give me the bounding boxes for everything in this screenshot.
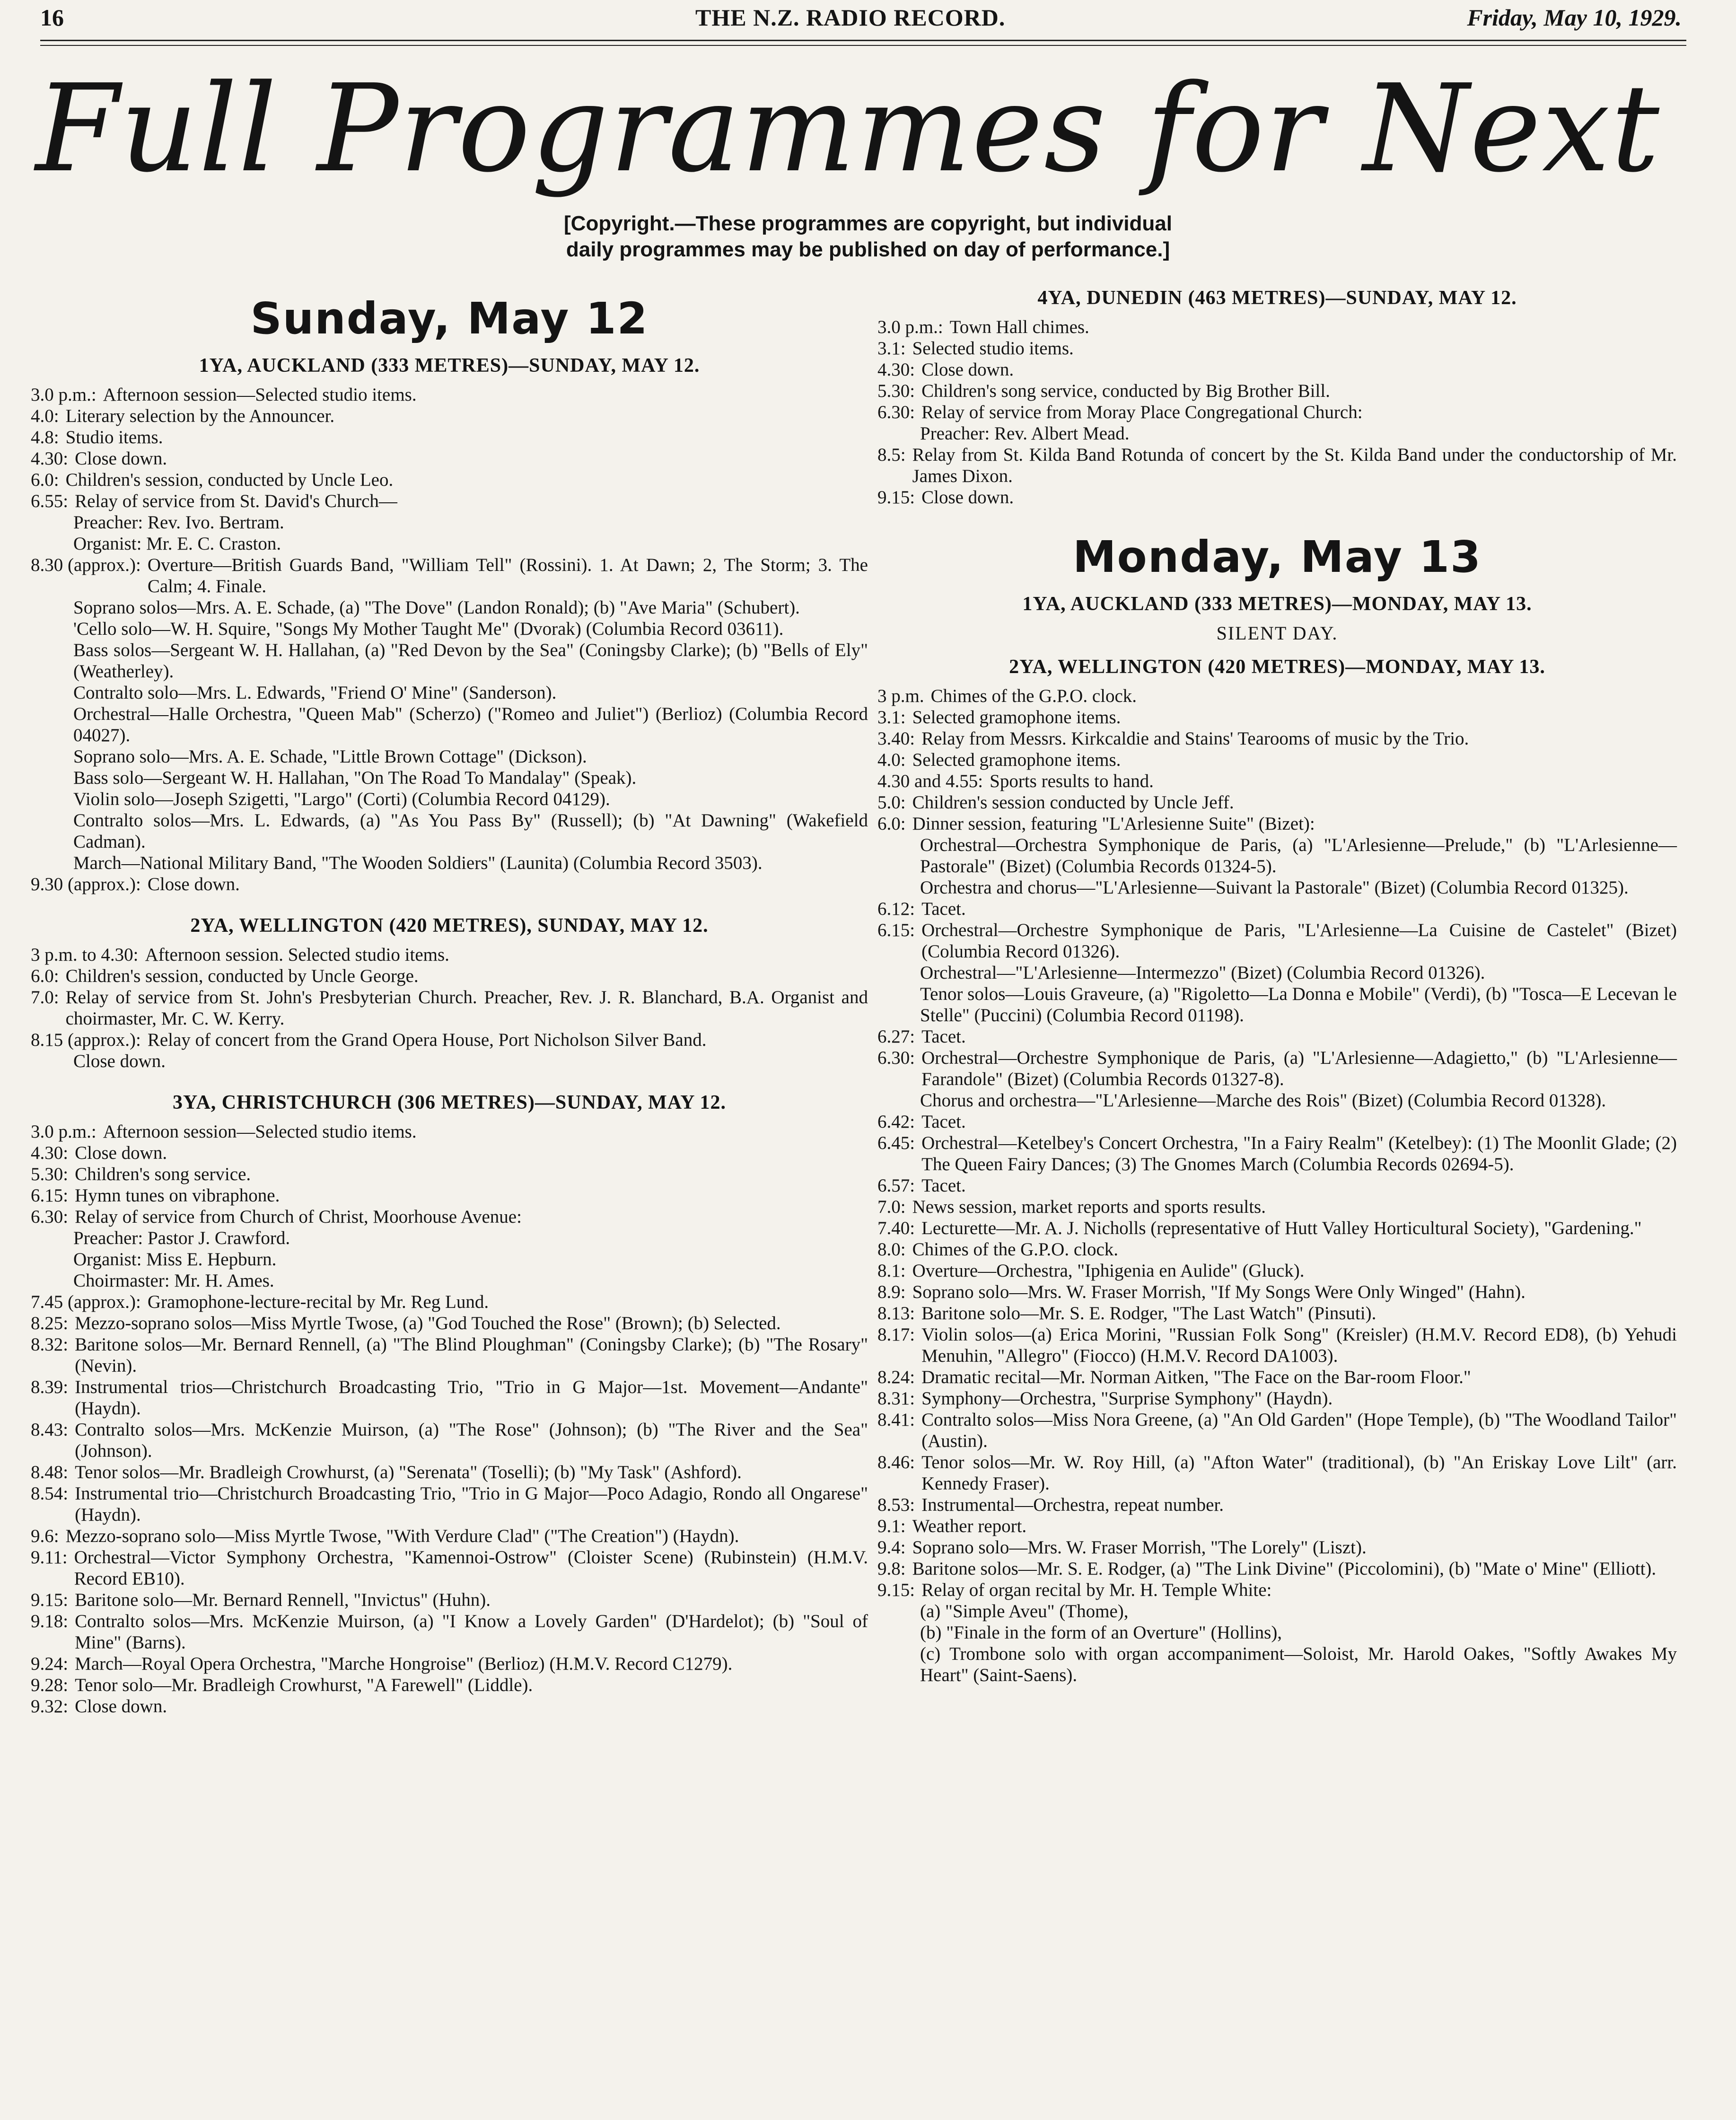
item-description: News session, market reports and sports results. [912,1197,1266,1217]
item-description: Soprano solo—Mrs. A. E. Schade, "Little Brown Cottage" (Dickson). [73,746,587,767]
item-description: Chimes of the G.P.O. clock. [930,686,1137,706]
item-time: 4.30: [31,448,69,469]
programme-item [31,1051,868,1072]
programme-item [31,1696,868,1717]
item-description: Afternoon session—Selected studio items. [103,385,417,405]
item-description: Studio items. [65,427,163,447]
item-description: Bass solos—Sergeant W. H. Hallahan, (a) "Red Devon by the Sea" (Coningsby Clarke); (b) "Bells of Ely" (Weatherley). [73,640,868,682]
item-time: 9.6: [31,1526,59,1546]
item-time: 7.40: [877,1218,915,1238]
item-time: 5.30: [31,1164,69,1184]
programme-item [31,1653,868,1674]
item-time: 8.17: [877,1324,915,1345]
item-time: 6.15: [877,920,915,940]
item-description: Tacet. [921,899,966,919]
item-time: 6.55: [31,491,69,511]
item-description: Relay of concert from the Grand Opera House, Port Nicholson Silver Band. [147,1030,707,1050]
item-description: Orchestra and chorus—"L'Arlesienne—Suivant la Pastorale" (Bizet) (Columbia Record 01325). [920,877,1629,898]
programme-item [877,920,1677,962]
item-description: Selected studio items. [912,338,1074,359]
programme-item [31,746,868,767]
programme-item [877,338,1677,359]
item-description: Lecturette—Mr. A. J. Nicholls (representative of Hutt Valley Horticultural Society), "Gardening." [921,1218,1642,1238]
programme-item [31,427,868,448]
day-heading-sunday: Sunday, May 12 [250,293,649,344]
item-description: Contralto solos—Mrs. McKenzie Muirson, (a) "The Rose" (Johnson); (b) "The River and the Sea" (Johnson). [75,1419,868,1461]
item-description: Orchestral—Orchestra Symphonique de Paris, (a) "L'Arlesienne—Prelude," (b) "L'Arlesienne—Pastorale" (Bizet) (Columbia Records 01324-5). [920,835,1677,876]
item-description: Dinner session, featuring "L'Arlesienne Suite" (Bizet): [912,814,1315,834]
programme-list [877,685,1677,1686]
item-time: 3 p.m. to 4.30: [31,945,139,965]
item-time: 8.53: [877,1495,915,1515]
programme-item [31,1164,868,1185]
programme-item [877,983,1677,1026]
programme-item [877,771,1677,792]
programme-list [31,1121,868,1717]
station-title: 3YA, CHRISTCHURCH (306 METRES)—SUNDAY, MAY 12. [172,1092,727,1113]
programme-item [877,898,1677,920]
item-description: Hymn tunes on vibraphone. [75,1185,280,1206]
item-time: 9.32: [31,1696,69,1717]
programme-item [31,1376,868,1419]
item-description: Relay from St. Kilda Band Rotunda of concert by the St. Kilda Band under the conductorship of Mr. James Dixon. [912,445,1677,486]
item-description: Relay of service from Moray Place Congregational Church: [921,402,1363,422]
item-time: 8.48: [31,1462,69,1482]
item-description: Gramophone-lecture-recital by Mr. Reg Lund. [147,1292,489,1312]
item-description: Town Hall chimes. [949,317,1089,337]
copyright-notice [0,210,1736,263]
station-title: 4YA, DUNEDIN (463 METRES)—SUNDAY, MAY 12. [1037,287,1517,309]
item-description: Children's session, conducted by Uncle George. [65,966,419,986]
item-time: 8.13: [877,1303,915,1323]
item-description: Contralto solos—Mrs. McKenzie Muirson, (a) "I Know a Lovely Garden" (D'Hardelot); (b) "Soul of Mine" (Barns). [75,1611,868,1653]
programme-item [31,1547,868,1589]
item-description: Choirmaster: Mr. H. Ames. [73,1270,274,1291]
item-description: Dramatic recital—Mr. Norman Aitken, "The Face on the Bar-room Floor." [921,1367,1471,1387]
item-description: (c) Trombone solo with organ accompaniment—Soloist, Mr. Harold Oakes, "Softly Awakes My Heart" (Saint-Saens). [920,1644,1677,1685]
item-time: 6.15: [31,1185,69,1206]
item-time: 9.4: [877,1537,906,1558]
item-time: 9.15: [31,1590,69,1610]
item-description: Tacet. [921,1112,966,1132]
programme-item [31,512,868,533]
item-time: 8.25: [31,1313,69,1333]
programme-item [31,1483,868,1525]
programme-item [31,767,868,788]
item-time: 8.9: [877,1282,906,1302]
item-time: 8.24: [877,1367,915,1387]
programme-item [877,444,1677,487]
item-description: Selected gramophone items. [912,707,1121,727]
item-description: Relay of service from St. David's Church— [75,491,397,511]
item-description: Soprano solo—Mrs. W. Fraser Morrish, "The Lorely" (Liszt). [912,1537,1367,1558]
station-title: 1YA, AUCKLAND (333 METRES)—SUNDAY, MAY 12. [199,355,700,377]
programme-item [31,1334,868,1376]
item-description: (b) "Finale in the form of an Overture" (Hollins), [920,1622,1282,1643]
item-description: Orchestral—Ketelbey's Concert Orchestra, "In a Fairy Realm" (Ketelbey): (1) The Moonlit Glade; (2) The Queen Fairy Dances; (3) The Gnomes March (Columbia Records 02694-5). [921,1133,1677,1174]
programme-item [877,1196,1677,1218]
programme-item [877,685,1677,707]
item-time: 7.45 (approx.): [31,1292,141,1312]
programme-item [877,1601,1677,1622]
programme-item [877,402,1677,423]
programme-item [31,618,868,640]
programme-item [31,1121,868,1142]
page-number: 16 [40,4,64,31]
programme-item [877,1175,1677,1196]
programme-item [31,554,868,597]
programme-item [877,707,1677,728]
item-description: Close down. [75,1696,167,1717]
item-time: 6.42: [877,1112,915,1132]
item-time: 4.30: [877,359,915,380]
programme-item [877,1452,1677,1494]
programme-item [31,533,868,554]
item-description: Baritone solo—Mr. Bernard Rennell, "Invictus" (Huhn). [75,1590,491,1610]
header-rule [40,40,1686,41]
item-description: Mezzo-soprano solos—Miss Myrtle Twose, (a) "God Touched the Rose" (Brown); (b) Selected. [75,1313,781,1333]
programme-item [31,1270,868,1291]
item-description: Relay of service from St. John's Presbyterian Church. Preacher, Rev. J. R. Blanchard, B.A. Organist and choirmaster, Mr. C. W. Kerry. [65,987,868,1029]
item-description: Baritone solos—Mr. S. E. Rodger, (a) "The Link Divine" (Piccolomini), (b) "Mate o' Mine" (Elliott). [912,1559,1657,1579]
programme-item [877,1026,1677,1047]
programme-item [31,1525,868,1547]
station-title: 1YA, AUCKLAND (333 METRES)—MONDAY, MAY 13. [1022,593,1532,615]
issue-date: Friday, May 10, 1929. [1467,4,1682,31]
programme-item [31,1142,868,1164]
programme-item [877,1388,1677,1409]
item-description: Baritone solos—Mr. Bernard Rennell, (a) "The Blind Ploughman" (Coningsby Clarke); (b) "The Rosary" (Nevin). [75,1334,868,1376]
item-description: Tacet. [921,1175,966,1196]
programme-item [31,1206,868,1227]
item-time: 3 p.m. [877,686,924,706]
item-time: 6.30: [877,402,915,422]
programme-item [31,597,868,618]
item-description: Overture—British Guards Band, "William Tell" (Rossini). 1. At Dawn; 2, The Storm; 3. The Calm; 4. Finale. [147,555,868,596]
item-description: Close down. [147,874,240,894]
item-description: Afternoon session. Selected studio items. [145,945,449,965]
item-time: 9.15: [877,1580,915,1600]
item-time: 9.8: [877,1559,906,1579]
programme-item [31,448,868,469]
item-description: Violin solo—Joseph Szigetti, "Largo" (Corti) (Columbia Record 04129). [73,789,610,809]
item-time: 6.30: [31,1207,69,1227]
item-description: Sports results to hand. [990,771,1154,791]
programme-item [877,1111,1677,1132]
item-time: 4.0: [31,406,59,426]
item-description: March—Royal Opera Orchestra, "Marche Hongroise" (Berlioz) (H.M.V. Record C1279). [75,1654,733,1674]
programme-item [31,1249,868,1270]
item-description: Mezzo-soprano solo—Miss Myrtle Twose, "With Verdure Clad" ("The Creation") (Haydn). [65,1526,739,1546]
item-description: Soprano solo—Mrs. W. Fraser Morrish, "If My Songs Were Only Winged" (Hahn). [912,1282,1526,1302]
item-time: 8.1: [877,1261,906,1281]
item-time: 3.40: [877,728,915,749]
item-time: 8.30 (approx.): [31,555,141,575]
item-time: 8.39: [31,1377,69,1397]
programme-item [877,487,1677,508]
programme-item [877,1324,1677,1367]
item-description: Tenor solo—Mr. Bradleigh Crowhurst, "A Farewell" (Liddle). [75,1675,533,1695]
item-description: Relay of service from Church of Christ, Moorhouse Avenue: [75,1207,522,1227]
item-description: (a) "Simple Aveu" (Thome), [920,1601,1129,1621]
programme-item [877,1537,1677,1558]
item-description: Chimes of the G.P.O. clock. [912,1239,1119,1260]
programme-item [877,962,1677,983]
programme-item [877,1494,1677,1516]
item-description: Tacet. [921,1026,966,1047]
programme-item [877,1281,1677,1303]
item-time: 8.32: [31,1334,69,1355]
programme-item [877,1047,1677,1090]
programme-list [31,384,868,895]
programme-list [877,316,1677,508]
item-description: Orchestral—Orchestre Symphonique de Paris, "L'Arlesienne—La Cuisine de Castelet" (Bizet) (Columbia Record 01326). [921,920,1677,962]
item-description: Orchestral—"L'Arlesienne—Intermezzo" (Bizet) (Columbia Record 01326). [920,963,1485,983]
item-time: 6.0: [31,470,59,490]
programme-item [31,1589,868,1611]
programme-item [877,877,1677,898]
item-time: 8.0: [877,1239,906,1260]
item-description: Orchestral—Orchestre Symphonique de Paris, (a) "L'Arlesienne—Adagietto," (b) "L'Arlesienne—Farandole" (Bizet) (Columbia Records 01327-8). [921,1048,1677,1089]
programme-item [31,1674,868,1696]
item-time: 6.57: [877,1175,915,1196]
item-description: Preacher: Rev. Ivo. Bertram. [73,512,284,533]
programme-item [31,1185,868,1206]
item-description: Close down. [921,487,1014,508]
item-description: Baritone solo—Mr. S. E. Rodger, "The Last Watch" (Pinsuti). [921,1303,1377,1323]
item-description: Close down. [75,1143,167,1163]
item-description: Symphony—Orchestra, "Surprise Symphony" (Haydn). [921,1388,1333,1409]
programme-item [877,1090,1677,1111]
programme-item [877,316,1677,338]
programme-item [31,703,868,746]
day-heading-monday: Monday, May 13 [1073,532,1482,582]
programme-item [31,1419,868,1462]
item-description: Instrumental trios—Christchurch Broadcasting Trio, "Trio in G Major—1st. Movement—Andante" (Haydn). [75,1377,868,1419]
page-header [40,4,1682,30]
item-description: Tenor solos—Mr. Bradleigh Crowhurst, (a) "Serenata" (Toselli); (b) "My Task" (Ashford). [75,1462,742,1482]
programme-item [877,359,1677,380]
item-description: Children's song service, conducted by Big Brother Bill. [921,381,1330,401]
item-description: Orchestral—Victor Symphony Orchestra, "Kamennoi-Ostrow" (Cloister Scene) (Rubinstein) (H.M.V. Record EB10). [74,1547,868,1589]
item-time: 6.12: [877,899,915,919]
item-description: Preacher: Rev. Albert Mead. [920,423,1130,444]
item-time: 7.0: [877,1197,906,1217]
programme-item [877,728,1677,749]
item-time: 9.11: [31,1547,68,1568]
item-time: 7.0: [31,987,59,1007]
programme-item [31,1313,868,1334]
item-time: 8.41: [877,1410,915,1430]
item-time: 9.28: [31,1675,69,1695]
silent-day-note: SILENT DAY. [1216,622,1338,644]
programme-item [31,874,868,895]
item-description: Afternoon session—Selected studio items. [103,1121,417,1142]
programme-item [877,1367,1677,1388]
programme-item [877,813,1677,834]
item-time: 9.1: [877,1516,906,1536]
item-time: 9.24: [31,1654,69,1674]
item-time: 4.8: [31,427,59,447]
programme-item [877,1516,1677,1537]
programme-item [31,1611,868,1653]
item-description: Orchestral—Halle Orchestra, "Queen Mab" (Scherzo) ("Romeo and Juliet") (Berlioz) (Columbia Record 04027). [73,704,868,745]
item-description: Tenor solos—Mr. W. Roy Hill, (a) "Afton Water" (traditional), (b) "An Eriskay Love Lilt" (arr. Kennedy Fraser). [921,1452,1677,1494]
item-description: Relay of organ recital by Mr. H. Temple White: [921,1580,1272,1600]
item-description: Contralto solo—Mrs. L. Edwards, "Friend O' Mine" (Sanderson). [73,683,557,703]
item-description: March—National Military Band, "The Wooden Soldiers" (Launita) (Columbia Record 3503). [73,853,763,873]
item-description: Organist: Mr. E. C. Craston. [73,534,281,554]
item-time: 4.0: [877,750,906,770]
programme-item [877,834,1677,877]
item-description: Children's session conducted by Uncle Jeff. [912,792,1234,813]
item-time: 3.0 p.m.: [31,385,96,405]
item-description: Close down. [75,448,167,469]
programme-item [31,852,868,874]
programme-item [31,640,868,682]
header-rule-thin [40,45,1686,46]
programme-item [877,423,1677,444]
station-title: 2YA, WELLINGTON (420 METRES), SUNDAY, MAY 12. [190,915,709,937]
programme-item [31,384,868,405]
programme-item [877,749,1677,771]
programme-item [31,469,868,491]
programme-item [877,1218,1677,1239]
item-description: Chorus and orchestra—"L'Arlesienne—Marche des Rois" (Bizet) (Columbia Record 01328). [920,1090,1606,1111]
programme-item [31,987,868,1029]
programme-item [877,1409,1677,1452]
item-time: 8.43: [31,1419,69,1440]
item-time: 9.18: [31,1611,69,1631]
copyright-line: [Copyright.—These programmes are copyright, but individual [564,212,1172,235]
programme-item [31,965,868,987]
item-description: Violin solos—(a) Erica Morini, "Russian Folk Song" (Kreisler) (H.M.V. Record ED8), (b) Yehudi Menuhin, "Allegro" (Fiocco) (H.M.V. Record DA1003). [921,1324,1677,1366]
right-column [877,286,1677,1686]
programme-item [877,1132,1677,1175]
programme-item [877,1239,1677,1260]
programme-item [877,1260,1677,1281]
item-description: Relay from Messrs. Kirkcaldie and Stains' Tearooms of music by the Trio. [921,728,1469,749]
left-column [31,284,868,1717]
programme-item [877,1558,1677,1579]
item-description: Children's session, conducted by Uncle Leo. [65,470,394,490]
item-time: 5.30: [877,381,915,401]
item-description: Weather report. [912,1516,1027,1536]
item-description: Instrumental—Orchestra, repeat number. [921,1495,1224,1515]
item-time: 8.5: [877,445,906,465]
item-description: Instrumental trio—Christchurch Broadcasting Trio, "Trio in G Major—Poco Adagio, Rondo all Ongarese" (Haydn). [75,1483,868,1525]
item-description: Children's song service. [75,1164,251,1184]
programme-item [877,1643,1677,1686]
item-time: 8.31: [877,1388,915,1409]
programme-item [31,682,868,703]
programme-item [31,491,868,512]
item-description: Preacher: Pastor J. Crawford. [73,1228,290,1248]
programme-list [31,944,868,1072]
item-description: Bass solo—Sergeant W. H. Hallahan, "On The Road To Mandalay" (Speak). [73,768,637,788]
programme-item [31,944,868,965]
item-time: 4.30: [31,1143,69,1163]
programme-item [877,1579,1677,1601]
item-description: Tenor solos—Louis Graveure, (a) "Rigoletto—La Donna e Mobile" (Verdi), (b) "Tosca—E Lecevan le Stelle" (Puccini) (Columbia Record 01198). [920,984,1677,1025]
item-time: 6.45: [877,1133,915,1153]
item-description: Close down. [73,1051,166,1071]
publication-title: THE N.Z. RADIO RECORD. [695,4,1006,31]
item-time: 9.15: [877,487,915,508]
item-description: Overture—Orchestra, "Iphigenia en Aulide" (Gluck). [912,1261,1305,1281]
programme-item [877,1622,1677,1643]
copyright-line: daily programmes may be published on day of performance.] [566,238,1170,261]
item-description: Literary selection by the Announcer. [65,406,335,426]
programme-item [31,788,868,810]
programme-item [31,1291,868,1313]
programme-item [31,810,868,852]
item-time: 9.30 (approx.): [31,874,141,894]
item-time: 6.0: [31,966,59,986]
item-time: 8.15 (approx.): [31,1030,141,1050]
item-description: Close down. [921,359,1014,380]
item-description: Contralto solos—Miss Nora Greene, (a) "An Old Garden" (Hope Temple), (b) "The Woodland Tailor" (Austin). [921,1410,1677,1451]
item-description: Selected gramophone items. [912,750,1121,770]
item-description: Soprano solos—Mrs. A. E. Schade, (a) "The Dove" (Landon Ronald); (b) "Ave Maria" (Schubert). [73,597,800,618]
item-time: 5.0: [877,792,906,813]
programme-item [31,1227,868,1249]
item-time: 3.0 p.m.: [877,317,943,337]
programme-item [31,405,868,427]
programme-item [877,380,1677,402]
item-time: 6.27: [877,1026,915,1047]
item-time: 8.46: [877,1452,915,1472]
item-time: 4.30 and 4.55: [877,771,983,791]
item-description: 'Cello solo—W. H. Squire, "Songs My Mother Taught Me" (Dvorak) (Columbia Record 03611). [73,619,784,639]
item-time: 3.0 p.m.: [31,1121,96,1142]
item-time: 3.1: [877,338,906,359]
programme-item [877,792,1677,813]
item-time: 6.0: [877,814,906,834]
programme-item [31,1029,868,1051]
programme-item [877,1303,1677,1324]
station-title: 2YA, WELLINGTON (420 METRES)—MONDAY, MAY 13. [1009,656,1545,678]
item-description: Organist: Miss E. Hepburn. [73,1249,277,1270]
item-time: 6.30: [877,1048,915,1068]
masthead-title: Full Programmes for Next [35,59,1661,199]
item-time: 3.1: [877,707,906,727]
item-description: Contralto solos—Mrs. L. Edwards, (a) "As You Pass By" (Russell); (b) "At Dawning" (Wakefield Cadman). [73,810,868,852]
item-time: 8.54: [31,1483,69,1504]
programme-item [31,1462,868,1483]
